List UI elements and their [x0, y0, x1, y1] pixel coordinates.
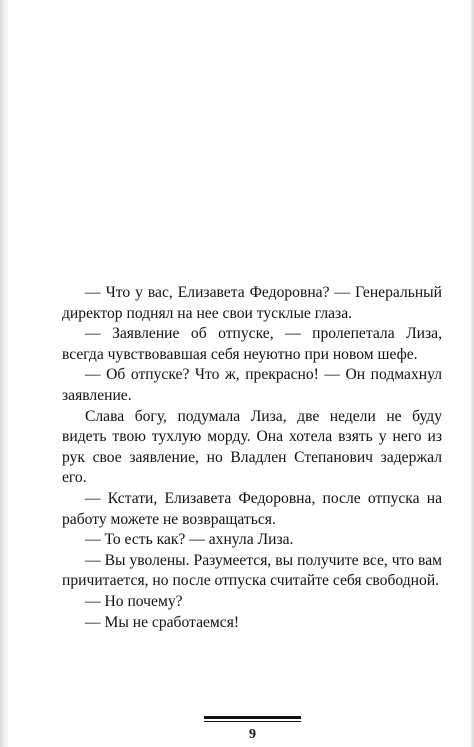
- footer-rule-thin: [204, 721, 301, 722]
- paragraph: — Об отпуске? Что ж, прекрасно! — Он подмахнул заявление.: [62, 366, 442, 404]
- page-gutter-shadow: [0, 0, 9, 747]
- page-number: 9: [249, 727, 256, 742]
- paragraph: — Заявление об отпуске, — пролепетала Лиза, всегда чувствовавшая себя неуютно при новом шефе.: [62, 325, 442, 363]
- paragraph: — Что у вас, Елизавета Федоровна? — Генеральный директор поднял на нее свои тусклые глаза.: [62, 284, 442, 322]
- paragraph: — Но почему?: [85, 592, 183, 610]
- page-edge: [470, 0, 474, 747]
- paragraph: — То есть как? — ахнула Лиза.: [85, 531, 294, 549]
- paragraph: — Вы уволены. Разумеется, вы получите все, что вам причитается, но после отпуска считайте себя свободной.: [62, 551, 442, 590]
- footer-rule: [204, 716, 301, 719]
- body-text: [62, 283, 442, 633]
- paragraph: — Мы не сработаемся!: [85, 613, 240, 631]
- paragraph: — Кстати, Елизавета Федоровна, после отпуска на работу можете не возвращаться.: [62, 489, 442, 528]
- paragraph: Слава богу, подумала Лиза, две недели не буду видеть твою тухлую морду. Она хотела взять у него из рук свое заявление, но Владлен Степанович задержал его.: [62, 407, 442, 487]
